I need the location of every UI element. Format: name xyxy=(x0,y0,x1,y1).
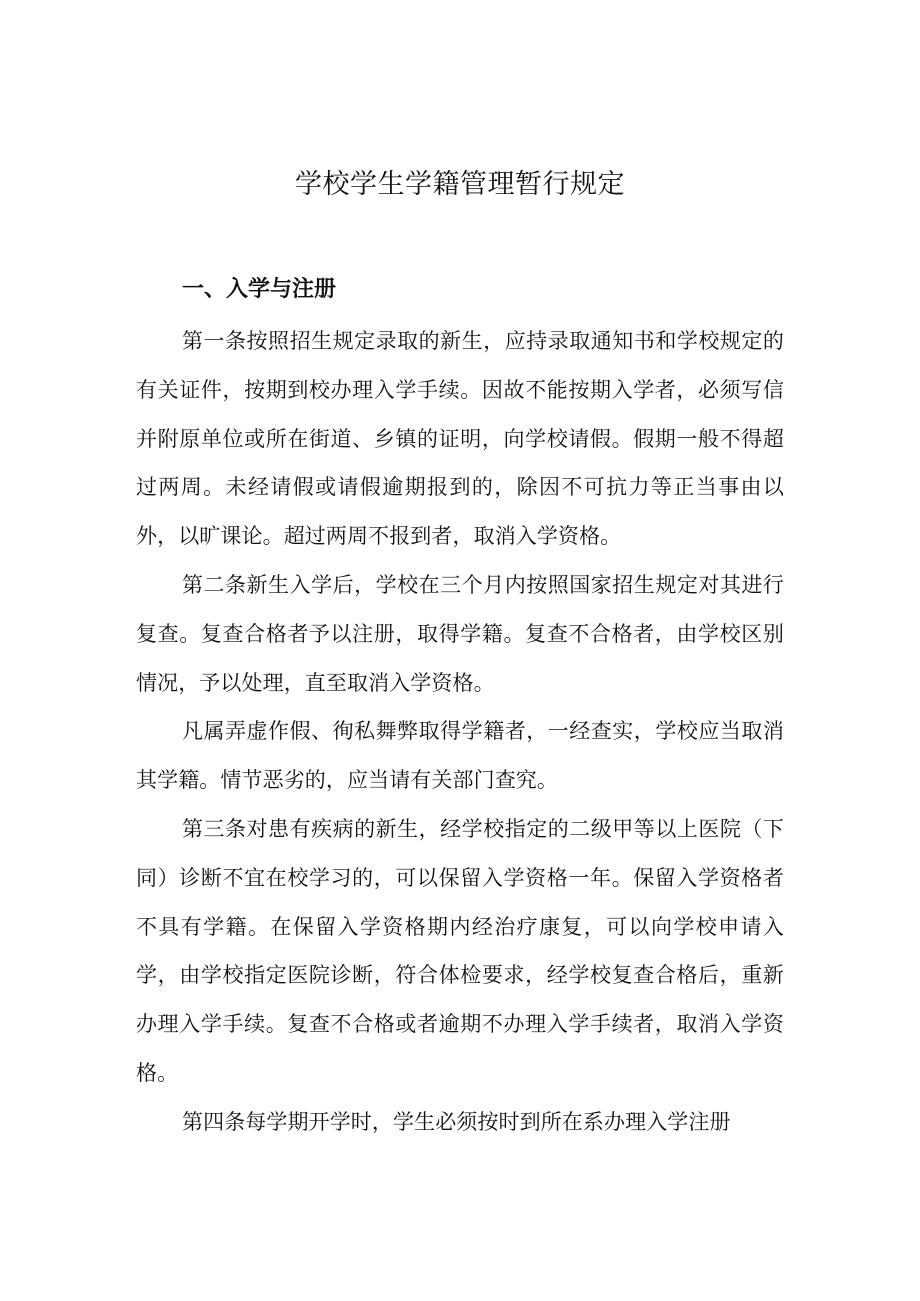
paragraph-fraud-clause: 凡属弄虚作假、徇私舞弊取得学籍者，一经查实，学校应当取消其学籍。情节恶劣的，应当请有关部门查究。 xyxy=(136,719,784,793)
paragraph-article-3: 第三条对患有疾病的新生，经学校指定的二级甲等以上医院（下同）诊断不宜在校学习的，可以保留入学资格一年。保留入学资格者不具有学籍。在保留入学资格期内经治疗康复，可以向学校申请入学，由学校指定医院诊断，符合体检要求，经学校复查合格后，重新办理入学手续。复查不合格或者逾期不办理入学手续者，取消入学资格。 xyxy=(136,816,784,1085)
document-body xyxy=(136,317,784,1147)
document-title: 学校学生学籍管理暂行规定 xyxy=(295,169,625,200)
section-heading: 一、入学与注册 xyxy=(182,277,337,302)
paragraph-article-1: 第一条按照招生规定录取的新生，应持录取通知书和学校规定的有关证件，按期到校办理入学手续。因故不能按期入学者，必须写信并附原单位或所在街道、乡镇的证明，向学校请假。假期一般不得超过两周。未经请假或请假逾期报到的，除因不可抗力等正当事由以外，以旷课论。超过两周不报到者，取消入学资格。 xyxy=(136,329,784,549)
paragraph-article-4: 第四条每学期开学时，学生必须按时到所在系办理入学注册 xyxy=(182,1109,731,1134)
paragraph-article-2: 第二条新生入学后，学校在三个月内按照国家招生规定对其进行复查。复查合格者予以注册，取得学籍。复查不合格者，由学校区别情况，予以处理，直至取消入学资格。 xyxy=(136,572,784,695)
